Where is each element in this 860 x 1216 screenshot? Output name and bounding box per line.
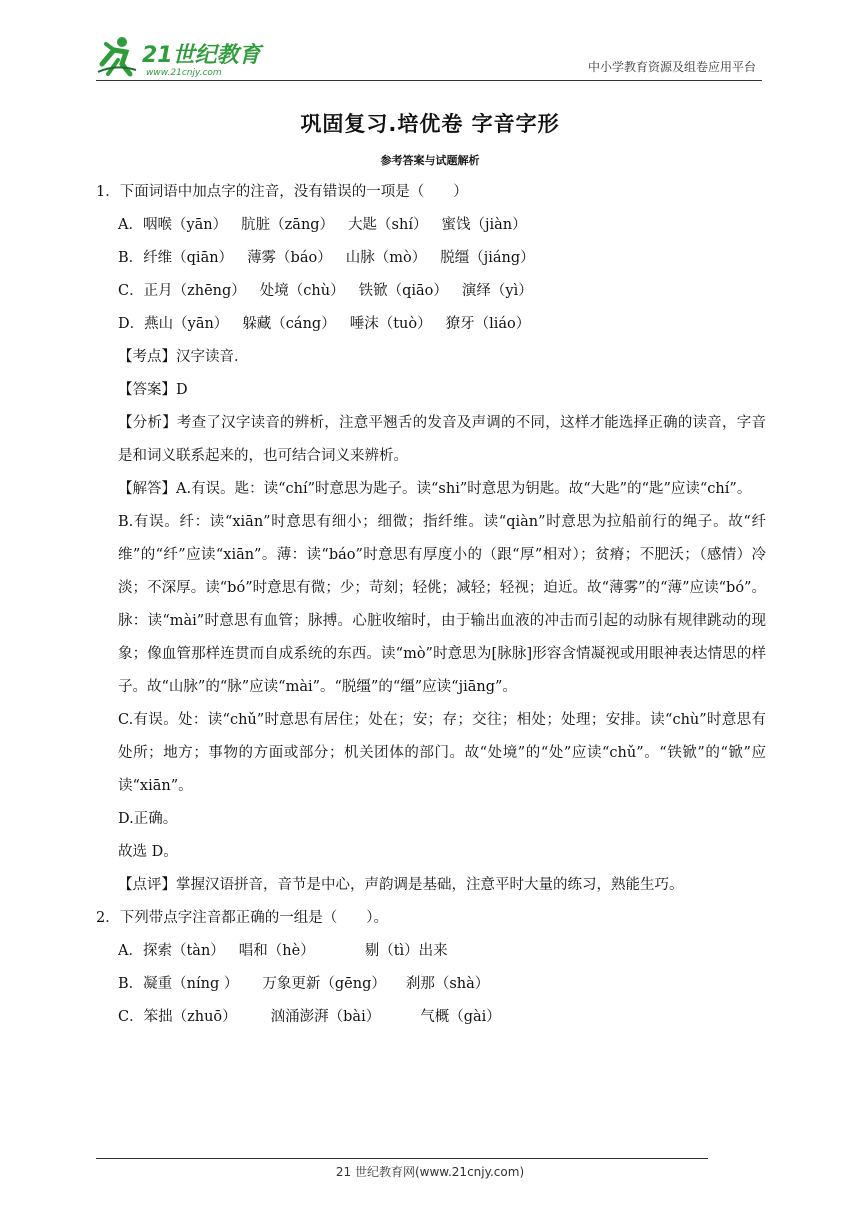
q2-option-a: A．探索（tàn） 唱和（hè） 剔（tì）出来 [118,943,448,959]
svg-text:www.21cnjy.com: www.21cnjy.com [146,68,222,78]
q1-choice: 故选 D。 [118,844,178,860]
q1-analysis: 【分析】考查了汉字读音的辨析，注意平翘舌的发音及声调的不同，这样才能选择正确的读音，字音是和词义联系起来的，也可结合词义来辨析。 [118,415,766,464]
q1-answer: 【答案】D [118,382,188,398]
q1-option-b: B．纤维（qiān） 薄雾（báo） 山脉（mò） 脱缰（jiáng） [118,250,535,266]
svg-text:21世纪教育: 21世纪教育 [142,43,261,68]
q1-comment: 【点评】掌握汉语拼音，音节是中心，声韵调是基础，注意平时大量的练习，熟能生巧。 [118,877,684,893]
question-1-stem: 1．下面词语中加点字的注音，没有错误的一项是（ ） [96,184,468,200]
q1-solution-d: D.正确。 [118,811,178,827]
q1-solution-a: 【解答】A.有误。匙：读“chí”时意思为匙子。读“shi”时意思为钥匙。故“大匙”的“匙”应读“chí”。 [118,481,752,497]
q2-option-b: B．凝重（níng ） 万象更新（gēng） 刹那（shà） [118,976,490,992]
document-body [96,176,766,1034]
header-platform-text: 中小学教育资源及组卷应用平台 [587,60,756,74]
page-title: 巩固复习.培优卷 字音字形 [300,112,560,136]
page-footer: 21 世纪教育网(www.21cnjy.com) [335,1165,525,1179]
page-subtitle: 参考答案与试题解析 [380,154,480,167]
q1-option-c: C．正月（zhēng） 处境（chù） 铁锨（qiāo） 演绎（yì） [118,283,533,299]
logo [96,34,266,78]
q1-option-d: D．燕山（yān） 躲藏（cáng） 唾沫（tuò） 獠牙（liáo） [118,316,531,332]
footer-divider [96,1158,708,1159]
q1-option-a: A．咽喉（yān） 肮脏（zāng） 大匙（shí） 蜜饯（jiàn） [118,217,527,233]
q2-option-c: C．笨拙（zhuō） 汹涌澎湃（bài） 气概（gài） [118,1009,501,1025]
runner-icon [98,37,136,74]
q1-kaodian: 【考点】汉字读音． [118,349,249,365]
question-2-stem: 2．下列带点字注音都正确的一组是（ ）。 [96,910,388,926]
page-header [96,30,762,81]
q1-solution-c: C.有误。处：读“chǔ”时意思有居住；处在；安；存；交往；相处；处理；安排。读“chù”时意思有处所；地方；事物的方面或部分；机关团体的部门。故“处境”的“处”应读“chǔ”。“铁锨”的“锨”应读“xiān”。 [118,712,766,794]
q1-solution-b: B.有误。纤：读“xiān”时意思有细小；细微；指纤维。读“qiàn”时意思为拉船前行的绳子。故“纤维”的“纤”应读“xiān”。薄：读“báo”时意思有厚度小的（跟“厚”相对）；贫瘠；不肥沃；（感情）冷淡；不深厚。读“bó”时意思有微；少；苛刻；轻佻；减轻；轻视；迫近。故“薄雾”的“薄”应读“bó”。脉：读“mài”时意思有血管；脉搏。心脏收缩时，由于输出血液的冲击而引起的动脉有规律跳动的现象；像血管那样连贯而自成系统的东西。读“mò”时意思为[脉脉]形容含情凝视或用眼神表达情思的样子。故“山脉”的“脉”应读“mài”。“脱缰”的“缰”应读“jiāng”。 [118,514,766,695]
